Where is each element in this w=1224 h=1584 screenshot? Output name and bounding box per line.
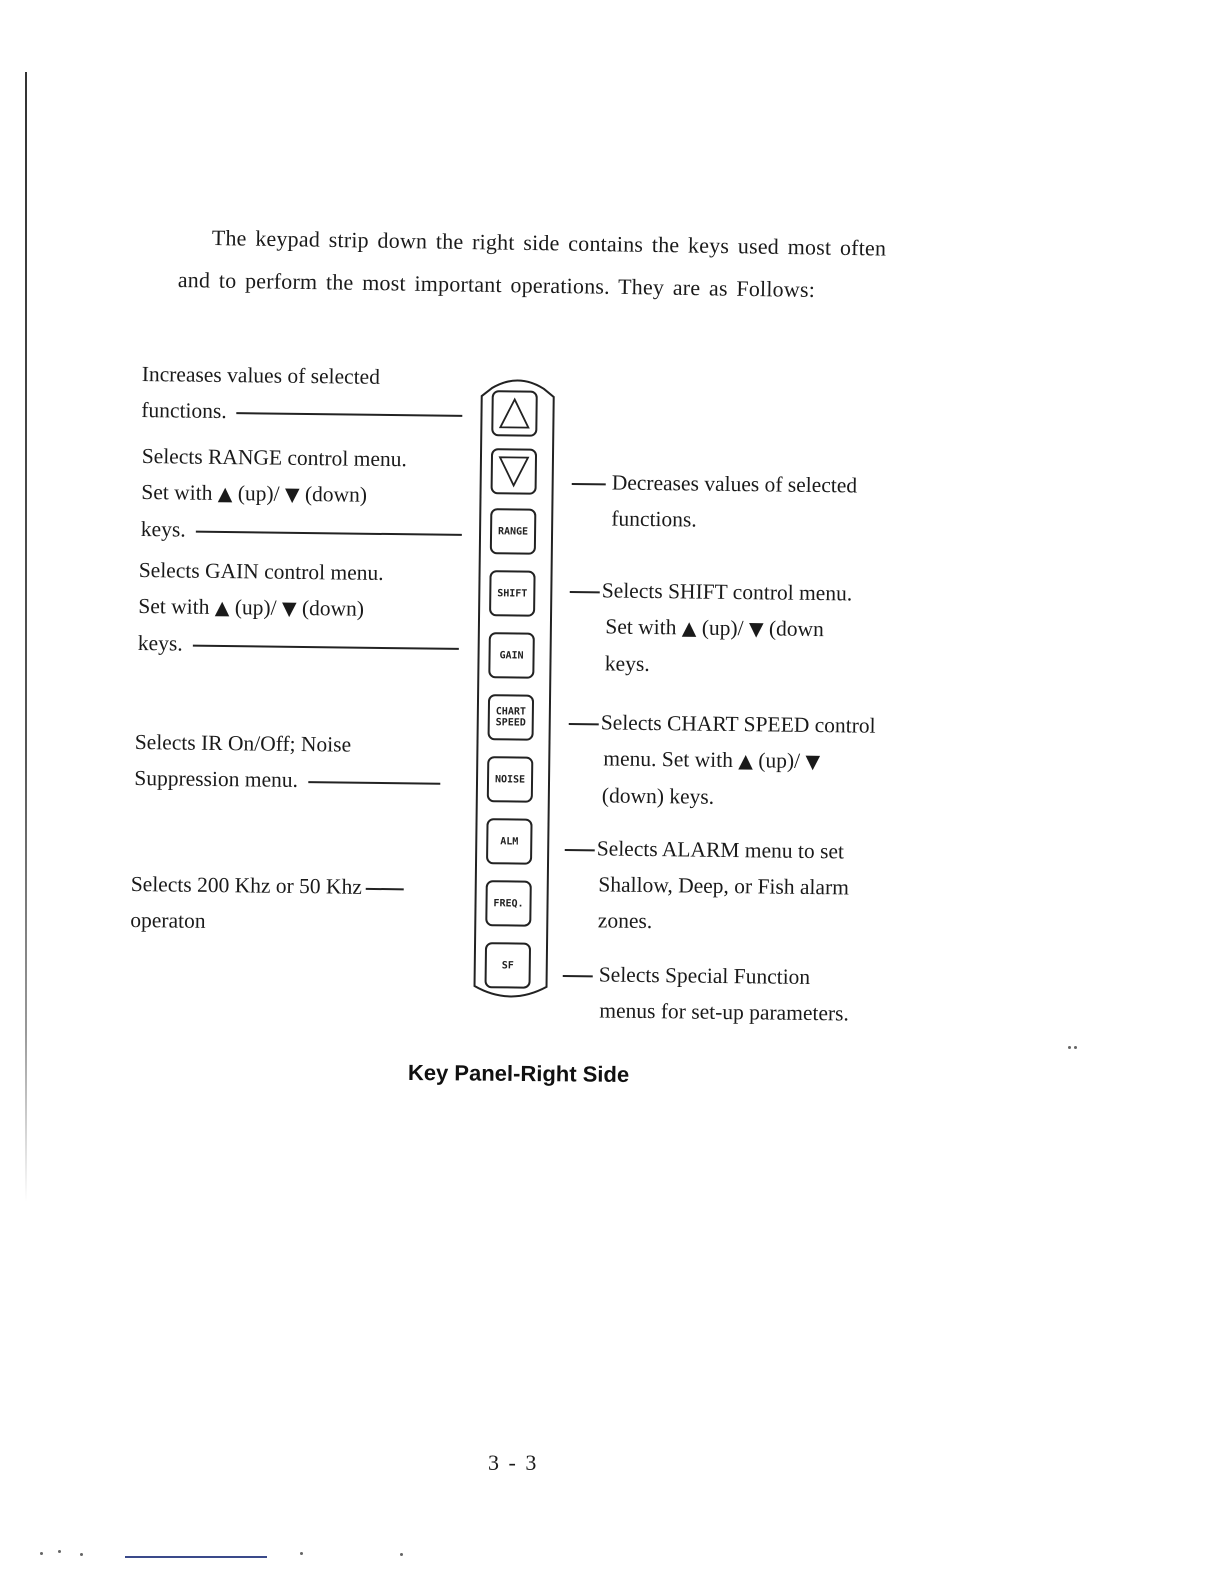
intro-line-2: and to perform the most important operations. They are as Follows: [177,267,816,303]
noise-key[interactable] [487,756,534,803]
chart-speed-key-label-2: SPEED [495,717,526,729]
freq-key-label: FREQ. [493,897,524,910]
gain-desc-line-2a: Set with [138,593,215,619]
gain-key-label: GAIN [499,649,524,662]
shift-leader-line [570,591,600,593]
shift-desc-line-2c: (down [763,616,825,642]
up-leader-line [237,412,463,416]
sf-key-description [562,956,849,1031]
noise-key-label: NOISE [494,773,526,786]
down-desc-line-2: functions. [611,506,697,532]
up-triangle-icon: ▲ [214,596,230,620]
freq-desc-line-1: Selects 200 Khz or 50 Khz [130,871,362,899]
range-key-description [141,438,463,551]
gain-desc-line-2b: (up)/ [229,595,283,620]
sf-desc-line-2: menus for set-up parameters. [599,998,850,1026]
shift-desc-line-2a: Set with [605,614,682,640]
range-desc-line-3: keys. [140,516,186,542]
up-desc-line-2: functions. [141,397,227,424]
shift-key[interactable] [489,570,536,617]
figure-caption: Key Panel-Right Side [407,1060,630,1087]
gain-desc-line-3: keys. [137,630,183,656]
down-triangle-outline-icon [497,454,531,488]
alarm-desc-line-2: Shallow, Deep, or Fish alarm [598,872,850,900]
sf-leader-line [563,975,593,977]
gain-desc-line-1: Selects GAIN control menu. [138,557,384,585]
alm-key[interactable] [486,818,533,865]
up-triangle-icon: ▲ [738,750,754,773]
bottom-rule [125,1556,267,1558]
alarm-leader-line [565,849,595,851]
keypad-strip [470,374,558,1001]
freq-key[interactable] [485,880,532,927]
scan-speck [400,1553,403,1556]
down-leader-line [572,483,606,485]
sf-key[interactable] [484,942,531,989]
sf-key-label: SF [501,959,514,971]
noise-desc-line-2: Suppression menu. [134,765,299,792]
scan-speck [80,1553,83,1556]
up-triangle-icon: ▲ [217,482,233,506]
range-key-label: RANGE [497,525,529,538]
scan-speck [40,1552,43,1555]
gain-key[interactable] [488,632,535,679]
chart-speed-key[interactable] [488,694,535,741]
scan-speck [300,1552,303,1555]
up-triangle-icon: ▲ [681,617,697,640]
chart-speed-leader-line [569,723,599,725]
range-desc-line-1: Selects RANGE control menu. [141,443,408,472]
shift-desc-line-1: Selects SHIFT control menu. [601,578,853,606]
scan-speck [1068,1046,1071,1049]
shift-desc-line-2b: (up)/ [696,615,750,641]
range-key[interactable] [490,508,537,555]
up-triangle-outline-icon [497,396,531,430]
alarm-desc-line-1: Selects ALARM menu to set [596,836,845,864]
down-desc-line-1: Decreases values of selected [611,470,858,498]
up-key-description [141,356,463,432]
down-triangle-icon: ▼ [748,618,764,641]
gain-leader-line [193,645,459,650]
freq-key-description [130,866,404,941]
scan-speck [58,1550,61,1553]
chart-speed-key-description [568,704,876,817]
intro-line-1: The keypad strip down the right side contains the keys used most often [211,225,887,261]
down-triangle-icon: ▼ [284,483,300,506]
freq-desc-line-2: operaton [130,907,206,933]
range-desc-line-2a: Set with [141,479,218,505]
range-desc-line-2b: (up)/ [232,481,286,506]
page-number: 3 - 3 [488,1450,539,1475]
scan-speck [1074,1046,1077,1049]
alarm-key-description [564,830,850,941]
alarm-desc-line-3: zones. [597,908,653,934]
shift-key-description [569,572,853,684]
chart-speed-desc-line-3: (down) keys. [601,783,715,809]
shift-key-label: SHIFT [497,587,528,600]
noise-leader-line [308,781,440,784]
shift-desc-line-3: keys. [604,651,650,676]
chart-speed-desc-line-2b: (up)/ [752,748,806,773]
scan-edge-line [25,72,27,1202]
up-desc-line-1: Increases values of selected [141,361,381,389]
range-leader-line [196,531,462,536]
chart-speed-desc-line-2a: menu. Set with [603,746,739,773]
gain-desc-line-2c: (down) [296,595,365,621]
chart-speed-desc-line-1: Selects CHART SPEED control [600,710,876,738]
noise-key-description [134,724,440,800]
up-arrow-key[interactable] [491,390,538,437]
noise-desc-line-1: Selects IR On/Off; Noise [134,729,352,757]
sf-desc-line-1: Selects Special Function [598,962,811,990]
down-key-description [571,464,857,539]
down-arrow-key[interactable] [491,448,538,495]
freq-leader-line [366,888,404,890]
down-triangle-icon: ▼ [805,750,821,774]
gain-key-description [138,552,460,665]
down-triangle-icon: ▼ [281,597,297,620]
chart-speed-key-label-1: CHART [495,706,526,718]
range-desc-line-2c: (down) [299,481,368,507]
alm-key-label: ALM [500,835,519,848]
